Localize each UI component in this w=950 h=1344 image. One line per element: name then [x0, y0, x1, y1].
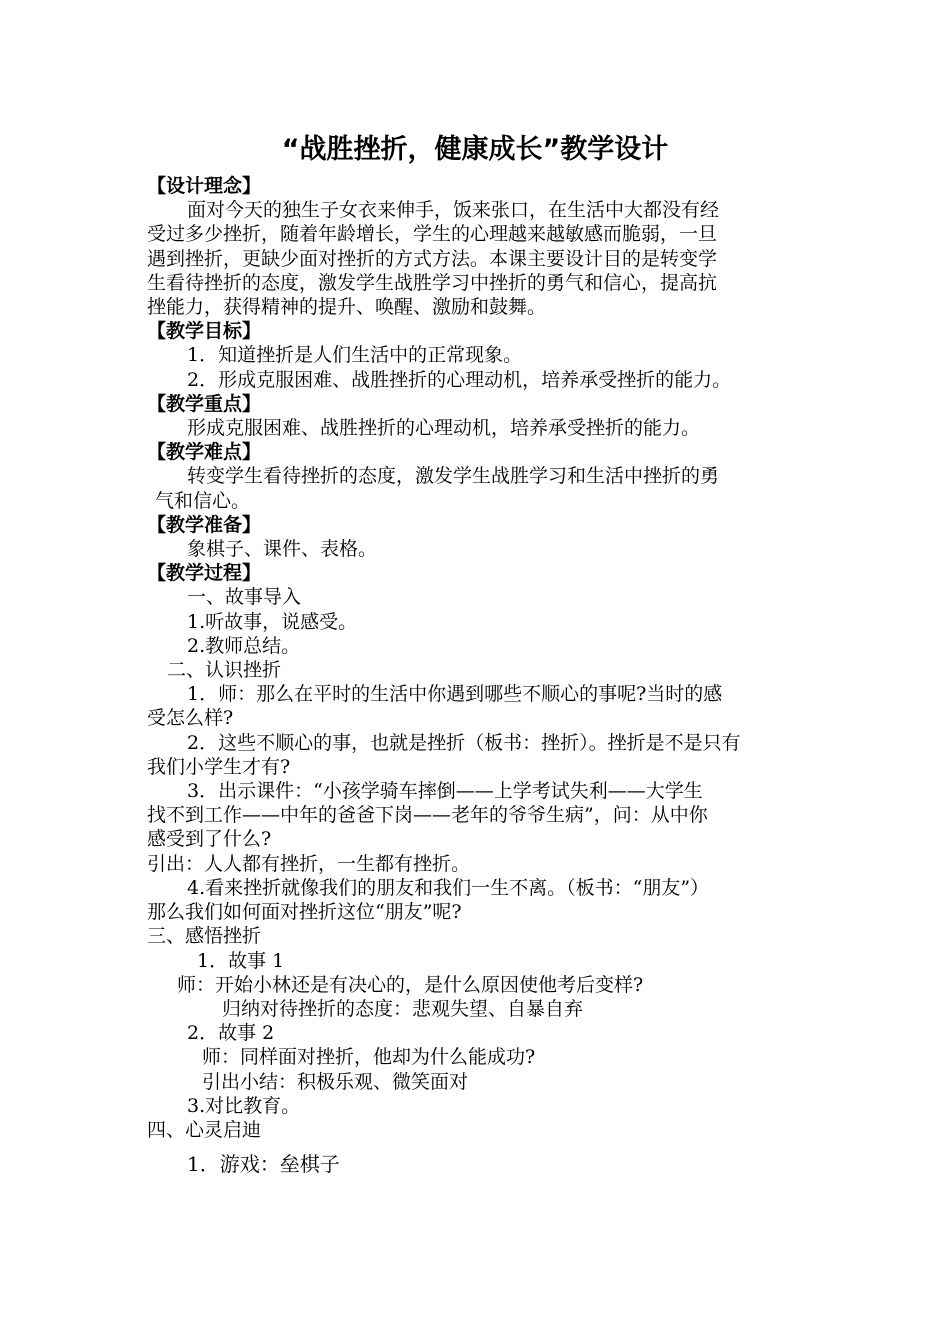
list-item: 1．知道挫折是人们生活中的正常现象。: [187, 344, 523, 367]
paragraph-line: 感受到了什么?: [147, 828, 272, 851]
process-part-title: 一、故事导入: [187, 586, 302, 609]
list-item: 1．故事 1: [197, 949, 285, 972]
paragraph-line: 那么我们如何面对挫折这位“朋友”呢?: [147, 901, 462, 924]
section-heading-preparation: 【教学准备】: [147, 513, 262, 536]
paragraph-line: 遇到挫折，更缺少面对挫折的方式方法。本课主要设计目的是转变学: [147, 247, 718, 270]
paragraph-line: 受过多少挫折，随着年龄增长，学生的心理越来越敏感而脆弱，一旦: [147, 223, 718, 246]
list-item: 2．形成克服困难、战胜挫折的心理动机，培养承受挫折的能力。: [187, 368, 732, 391]
list-item: 1.听故事，说感受。: [187, 610, 358, 633]
section-heading-key-points: 【教学重点】: [147, 392, 262, 415]
paragraph-line: 3．出示课件：“小孩学骑车摔倒——上学考试失利——大学生: [187, 780, 703, 803]
document-body: [147, 174, 811, 1176]
list-item: 3.对比教育。: [187, 1094, 301, 1117]
paragraph-line: 找不到工作——中年的爸爸下岗——老年的爷爷生病”，问：从中你: [147, 804, 708, 827]
list-item: 2.教师总结。: [187, 634, 301, 657]
paragraph-line: 转变学生看待挫折的态度，激发学生战胜学习和生活中挫折的勇: [187, 465, 720, 488]
process-part-title: 二、认识挫折: [167, 659, 282, 682]
paragraph-line: 面对今天的独生子女衣来伸手，饭来张口，在生活中大都没有经: [187, 199, 720, 222]
paragraph-line: 2．这些不顺心的事，也就是挫折（板书：挫折）。挫折是不是只有: [187, 731, 741, 754]
paragraph-line: 气和信心。: [155, 489, 251, 512]
list-item: 2．故事 2: [187, 1022, 275, 1045]
paragraph-line: 师：同样面对挫折，他却为什么能成功?: [202, 1046, 536, 1069]
page-title: “战胜挫折，健康成长”教学设计: [281, 134, 669, 165]
paragraph-line: 受怎么样?: [147, 707, 234, 730]
paragraph-line: 1．师：那么在平时的生活中你遇到哪些不顺心的事呢?当时的感: [187, 683, 723, 706]
paragraph-line: 4.看来挫折就像我们的朋友和我们一生不离。（板书：“朋友”）: [187, 876, 710, 899]
paragraph-line: 象棋子、课件、表格。: [187, 538, 378, 561]
paragraph-line: 引出：人人都有挫折，一生都有挫折。: [147, 852, 471, 875]
process-part-title: 四、心灵启迪: [147, 1118, 262, 1141]
paragraph-line: 引出小结：积极乐观、微笑面对: [202, 1070, 469, 1093]
paragraph-line: 生看待挫折的态度，激发学生战胜学习中挫折的勇气和信心，提高抗: [147, 271, 718, 294]
section-heading-concept: 【设计理念】: [147, 175, 262, 197]
section-heading-goals: 【教学目标】: [147, 320, 262, 343]
paragraph-line: 归纳对待挫折的态度：悲观失望、自暴自弃: [222, 997, 584, 1020]
paragraph-line: 我们小学生才有?: [147, 755, 291, 778]
process-part-title: 三、感悟挫折: [147, 925, 262, 948]
list-item: 1．游戏：垒棋子: [187, 1152, 340, 1177]
paragraph-line: 挫能力，获得精神的提升、唤醒、激励和鼓舞。: [147, 296, 547, 319]
section-heading-process: 【教学过程】: [147, 562, 262, 585]
paragraph-line: 师：开始小林还是有决心的，是什么原因使他考后变样?: [177, 973, 644, 996]
paragraph-line: 形成克服困难、战胜挫折的心理动机，培养承受挫折的能力。: [187, 417, 701, 440]
section-heading-difficulties: 【教学难点】: [147, 441, 262, 464]
